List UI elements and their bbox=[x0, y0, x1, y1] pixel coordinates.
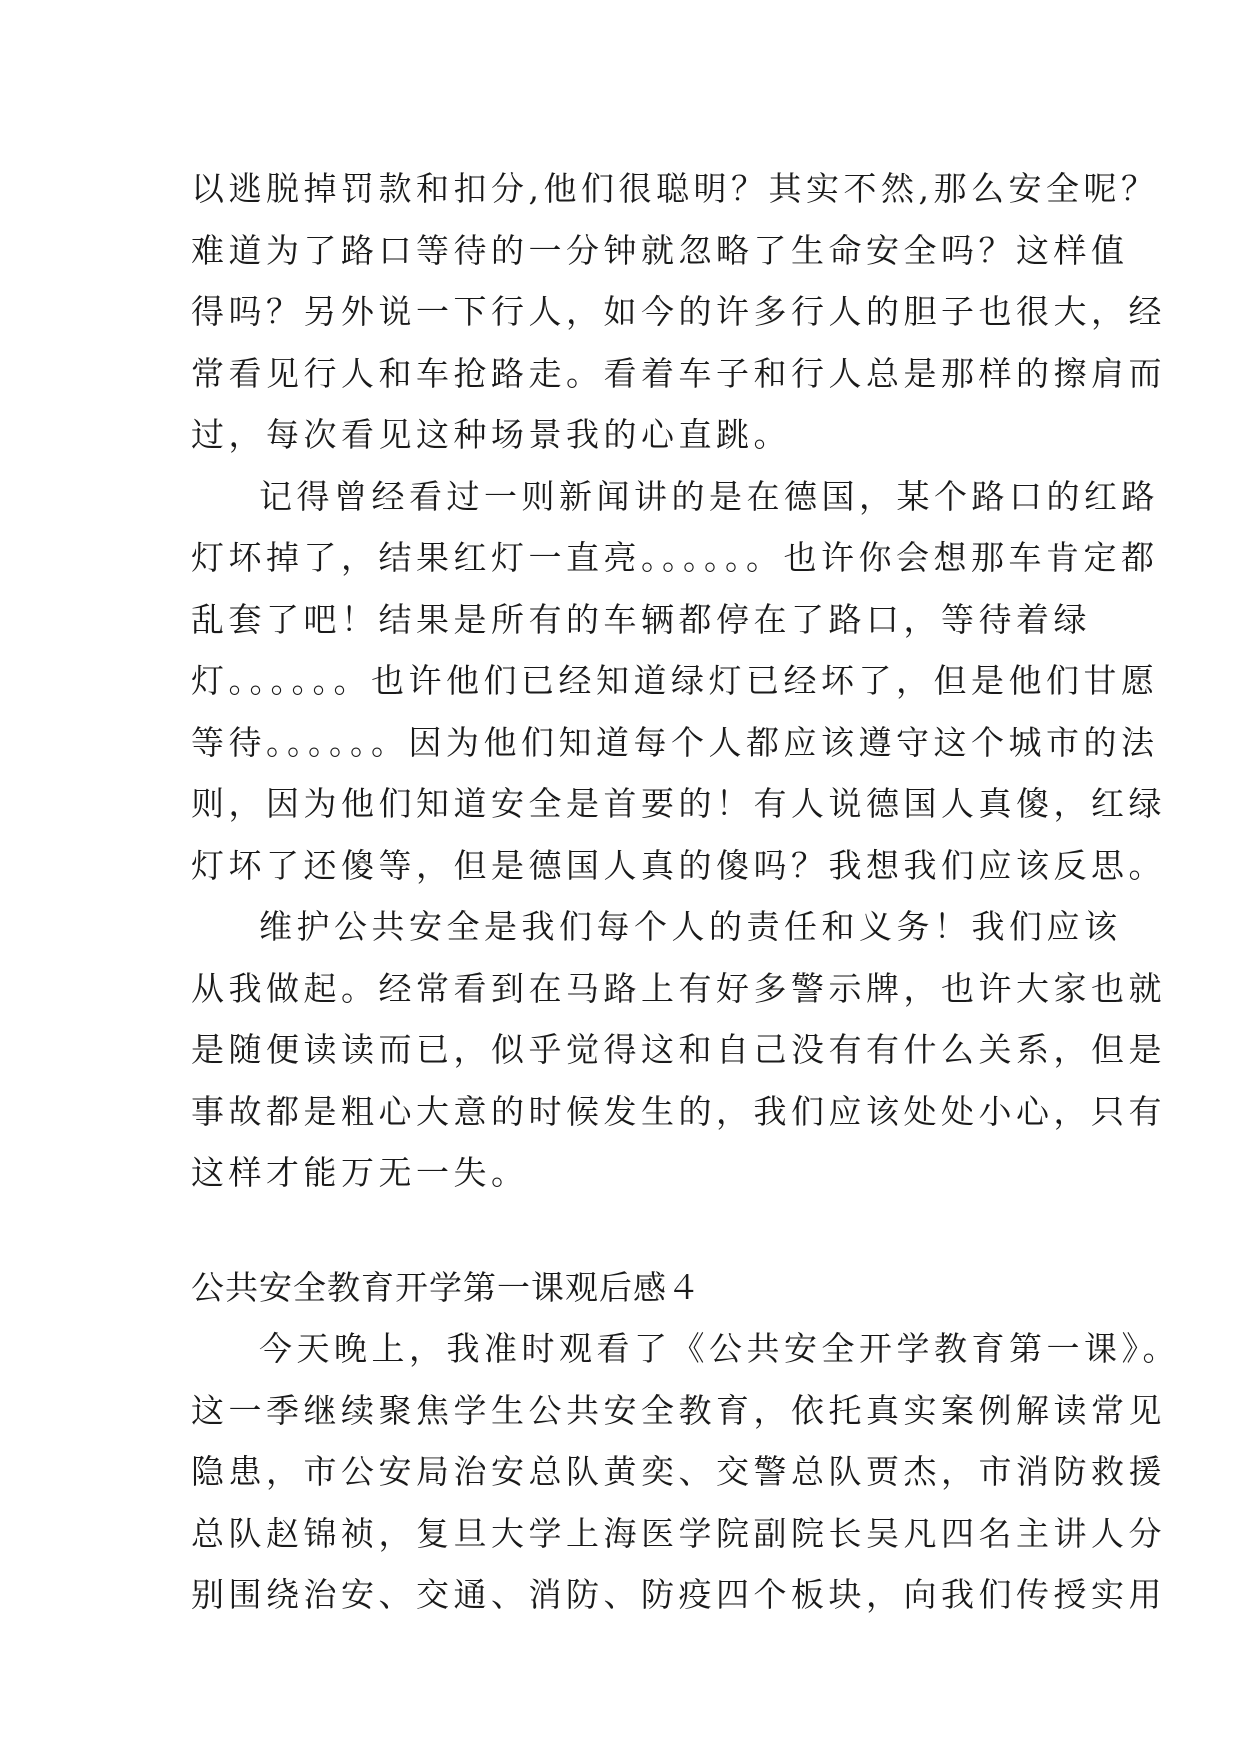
text-line: 这样才能万无一失。 bbox=[191, 1153, 529, 1192]
text-line: 从我做起。经常看到在马路上有好多警示牌，也许大家也就 bbox=[191, 968, 1166, 1008]
text-line: 这一季继续聚焦学生公共安全教育，依托真实案例解读常见 bbox=[191, 1390, 1166, 1430]
text-line: 维护公共安全是我们每个人的责任和义务！我们应该 bbox=[259, 907, 1122, 946]
text-line: 得吗？另外说一下行人，如今的许多行人的胆子也很大，经 bbox=[191, 292, 1166, 331]
text-line: 灯坏掉了，结果红灯一直亮。。。。。。也许你会想那车肯定都 bbox=[191, 538, 1159, 577]
paragraph bbox=[191, 1318, 1180, 1626]
text-line: 是随便读读而已，似乎觉得这和自己没有有什么关系，但是 bbox=[191, 1030, 1166, 1069]
text-line: 记得曾经看过一则新闻讲的是在德国，某个路口的红路 bbox=[259, 476, 1159, 516]
paragraph bbox=[191, 896, 1166, 1204]
text-line: 总队赵锦祯，复旦大学上海医学院副院长吴凡四名主讲人分 bbox=[191, 1513, 1166, 1553]
text-line: 乱套了吧！结果是所有的车辆都停在了路口，等待着绿 bbox=[191, 599, 1091, 639]
text-line: 难道为了路口等待的一分钟就忽略了生命安全吗？这样值 bbox=[191, 230, 1129, 270]
document-body bbox=[191, 158, 1180, 1626]
text-line: 别围绕治安、交通、消防、防疫四个板块，向我们传授实用 bbox=[191, 1575, 1166, 1614]
text-line: 则，因为他们知道安全是首要的！有人说德国人真傻，红绿 bbox=[191, 784, 1166, 823]
text-line: 等待。。。。。。因为他们知道每个人都应该遵守这个城市的法 bbox=[191, 722, 1159, 762]
paragraph bbox=[191, 466, 1166, 897]
text-line: 事故都是粗心大意的时候发生的，我们应该处处小心，只有 bbox=[191, 1091, 1166, 1131]
text-line: 今天晚上，我准时观看了《公共安全开学教育第一课》。 bbox=[259, 1329, 1180, 1368]
text-line: 隐患，市公安局治安总队黄奕、交警总队贾杰，市消防救援 bbox=[191, 1452, 1166, 1491]
text-line: 灯坏了还傻等，但是德国人真的傻吗？我想我们应该反思。 bbox=[191, 845, 1166, 885]
text-line: 过，每次看见这种场景我的心直跳。 bbox=[191, 415, 791, 454]
text-line: 常看见行人和车抢路走。看着车子和行人总是那样的擦肩而 bbox=[191, 353, 1166, 393]
text-line: 以逃脱掉罚款和扣分,他们很聪明？其实不然,那么安全呢？ bbox=[191, 169, 1159, 208]
section-spacer bbox=[191, 1204, 1051, 1257]
paragraph bbox=[191, 158, 1166, 466]
section-heading: 公共安全教育开学第一课观后感４ bbox=[191, 1267, 701, 1307]
text-line: 灯。。。。。。也许他们已经知道绿灯已经坏了，但是他们甘愿 bbox=[191, 661, 1159, 700]
